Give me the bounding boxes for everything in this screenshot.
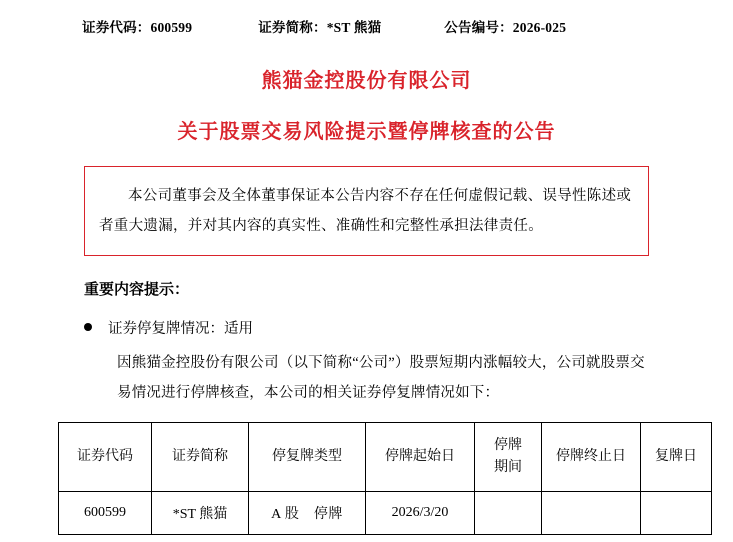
table-row	[59, 492, 712, 535]
company-title: 熊猫金控股份有限公司	[261, 70, 472, 92]
notice-paragraph: 因熊猫金控股份有限公司（以下简称“公司”）股票短期内涨幅较大，公司就股票交易情况进行停牌核查，本公司的相关证券停复牌情况如下：	[117, 355, 645, 401]
security-code-label: 证券代码：600599	[82, 20, 193, 35]
important-notice-heading: 重要内容提示：	[84, 282, 190, 298]
board-statement-text: 本公司董事会及全体董事保证本公告内容不存在任何虚假记载、误导性陈述或者重大遗漏，并对其内容的真实性、准确性和完整性承担法律责任。	[99, 188, 632, 234]
table-header-name: 证券简称	[152, 423, 249, 492]
bullet-dot-icon	[84, 323, 92, 331]
cell-code: 600599	[59, 492, 152, 535]
announcement-number-label: 公告编号：2026-025	[444, 20, 567, 35]
table-header-period-line1: 停牌	[494, 438, 522, 453]
cell-end-date	[542, 492, 641, 535]
notice-bullet-label: 证券停复牌情况：适用	[108, 321, 253, 337]
cell-type: A 股 停牌	[249, 492, 366, 535]
cell-resume-date	[641, 492, 712, 535]
notice-bullet-item	[84, 317, 733, 338]
table-header-code: 证券代码	[59, 423, 152, 492]
security-name-label: 证券简称：*ST 熊猫	[258, 20, 382, 35]
cell-name: *ST 熊猫	[152, 492, 249, 535]
cell-period	[475, 492, 542, 535]
table-header-end-date: 停牌终止日	[542, 423, 641, 492]
table-header-row	[59, 423, 712, 492]
table-header-type: 停复牌类型	[249, 423, 366, 492]
announcement-title: 关于股票交易风险提示暨停牌核查的公告	[177, 121, 556, 143]
table-header-period	[475, 423, 542, 492]
title-block	[0, 64, 733, 144]
table-header-resume-date: 复牌日	[641, 423, 712, 492]
suspension-table	[58, 422, 712, 535]
table-header-start-date: 停牌起始日	[366, 423, 475, 492]
document-header	[0, 10, 733, 36]
board-statement-box	[84, 166, 649, 256]
cell-start-date: 2026/3/20	[366, 492, 475, 535]
table-header-period-line2: 期间	[494, 460, 522, 475]
suspension-table-wrapper	[58, 422, 697, 535]
